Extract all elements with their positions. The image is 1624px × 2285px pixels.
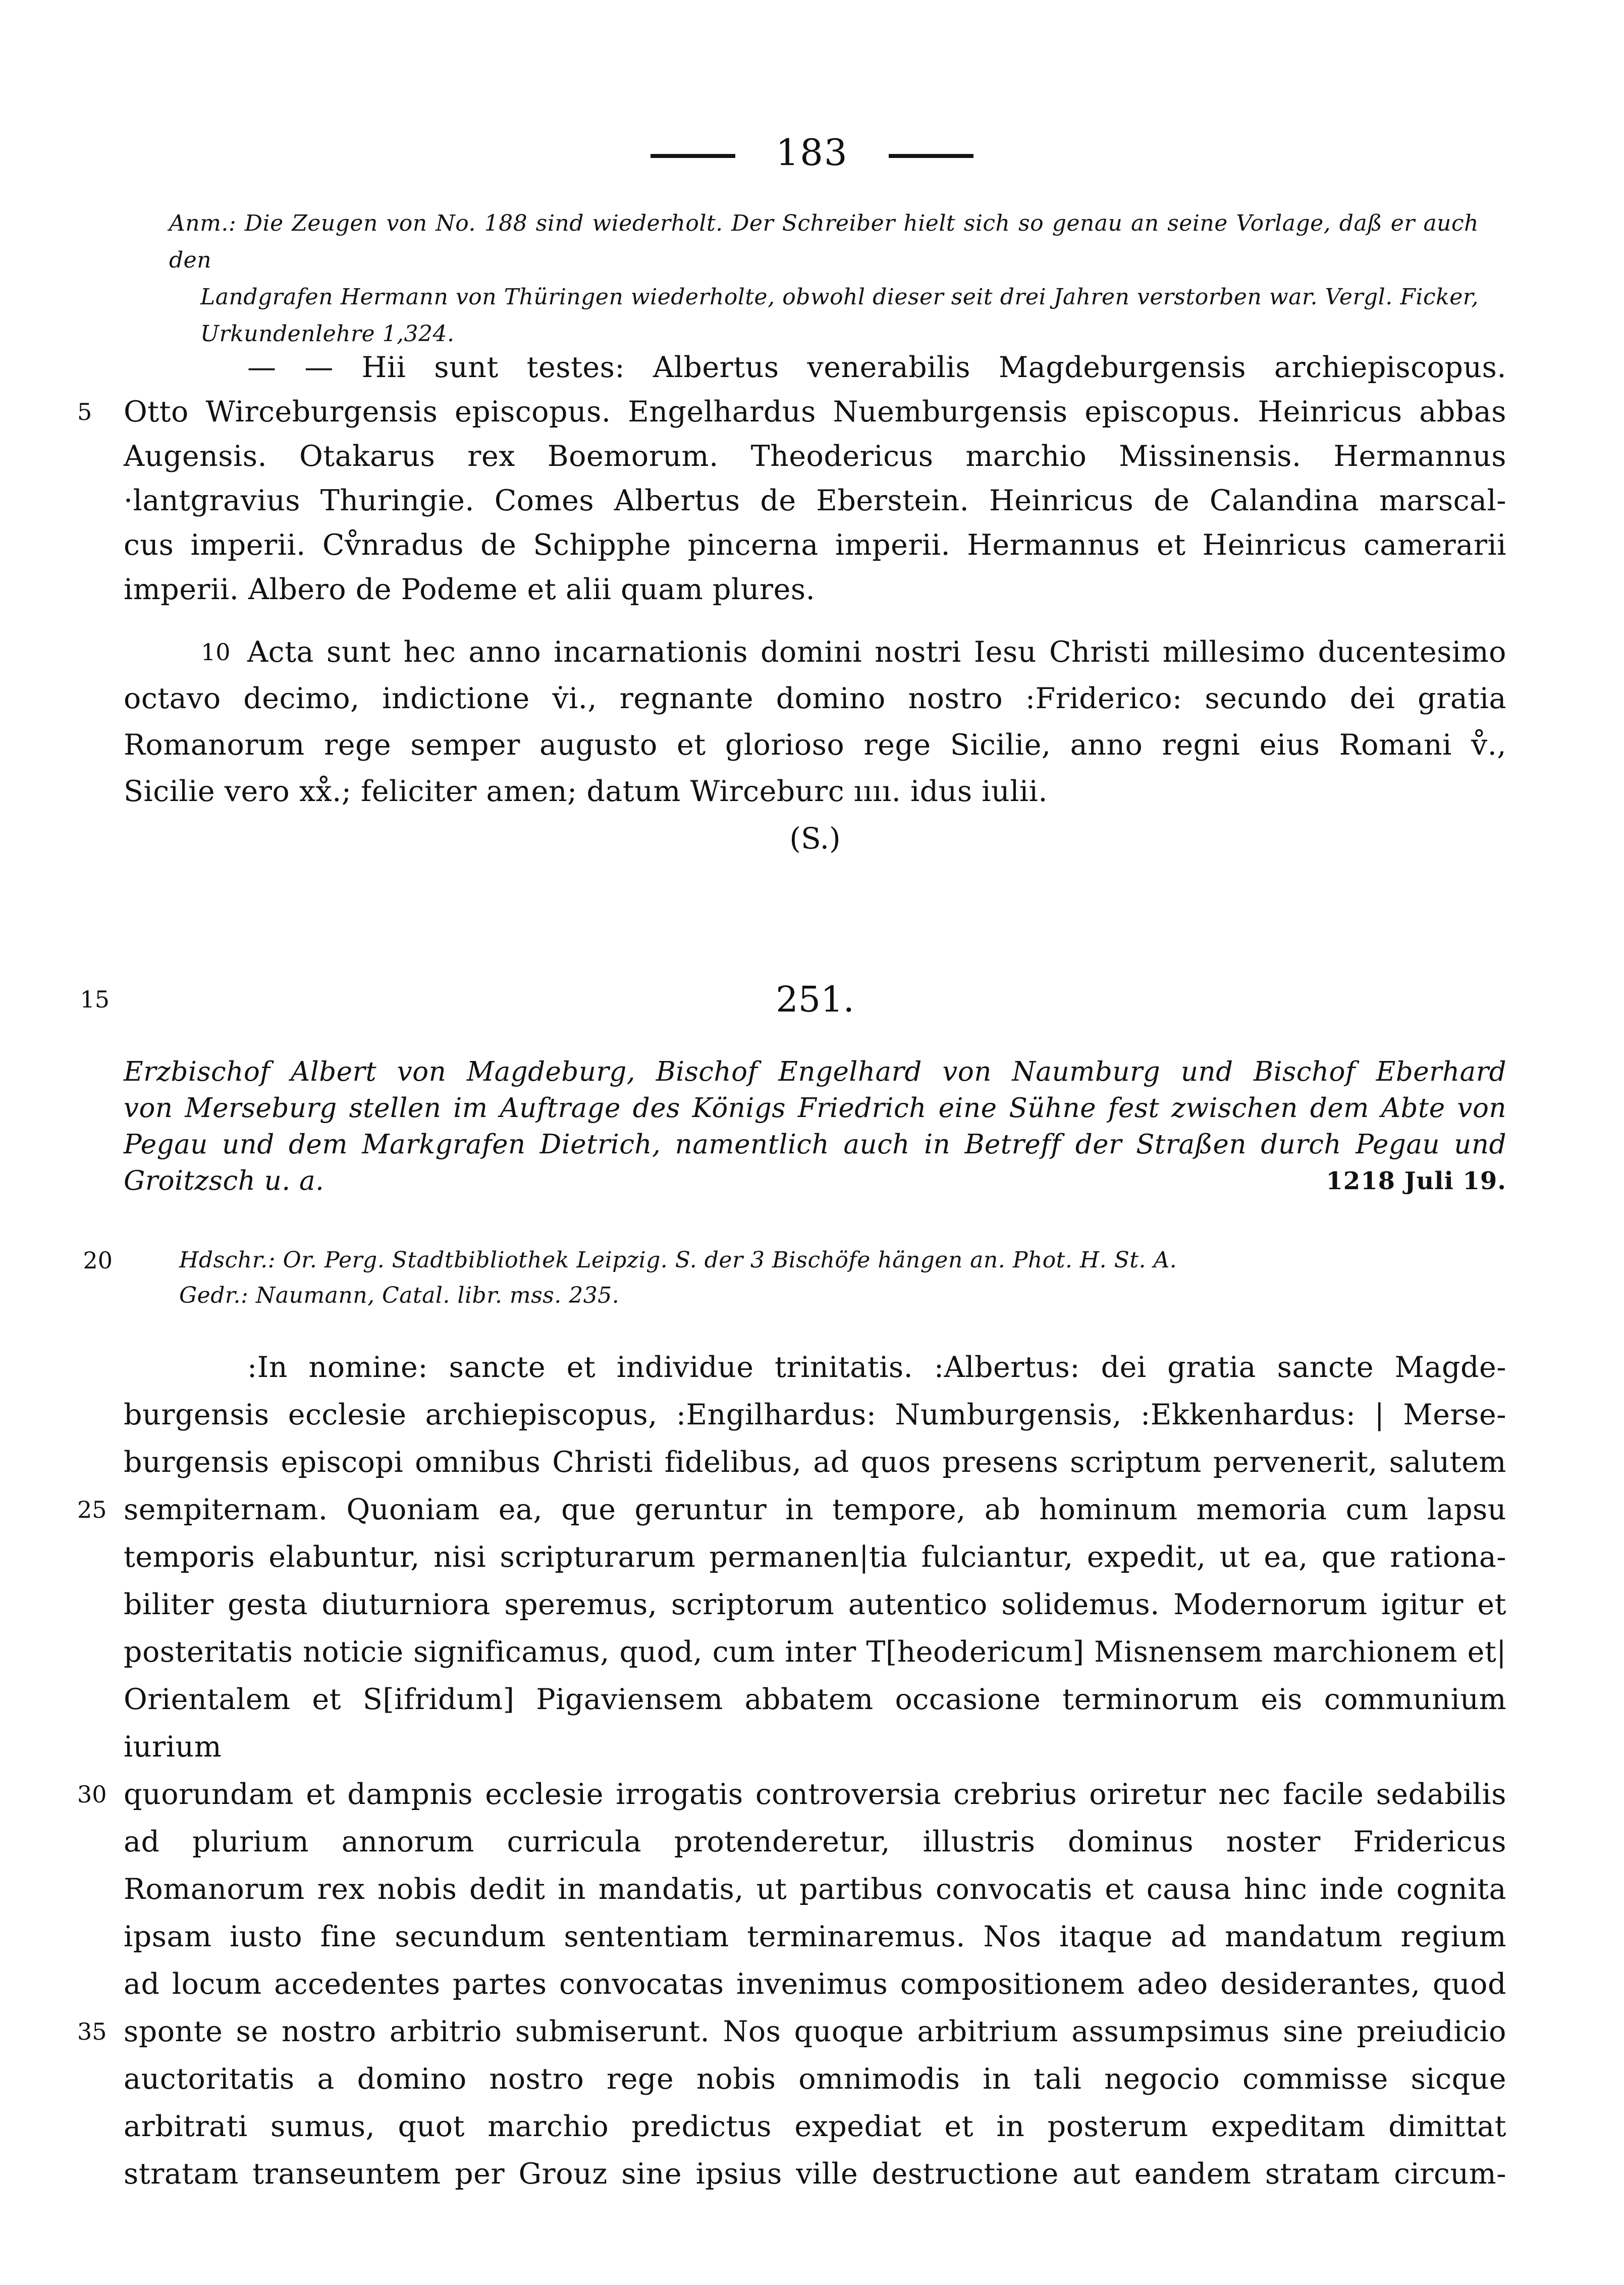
text-line — [124, 1127, 1506, 1163]
text-line — [124, 1439, 1506, 1486]
line-text: auctoritatis a domino nostro rege nobis omnimodis in tali negocio commisse sicque — [124, 2062, 1506, 2096]
line-text: stratam transeuntem per Grouz sine ipsius ville destructione aut eandem stratam circum- — [124, 2157, 1506, 2191]
line-text: ·lantgravius Thuringie. Comes Albertus de Eberstein. Heinricus de Calandina marscal- — [124, 484, 1506, 517]
text-line — [124, 1913, 1506, 1960]
line-text: Hdschr.: Or. Perg. Stadtbibliothek Leipzig. S. der 3 Bischöfe hängen an. Phot. H. St. A. — [179, 1247, 1177, 1273]
margin-line-number: 20 — [83, 1247, 113, 1274]
editorial-note — [169, 205, 1479, 352]
text-line — [124, 1391, 1506, 1439]
line-text: Erzbischof Albert von Magdeburg, Bischof Engelhard von Naumburg und Bischof Eberhard — [124, 1056, 1506, 1087]
datum-paragraph — [124, 629, 1506, 815]
line-text: Groitzsch u. a. — [124, 1165, 324, 1196]
line-text: Gedr.: Naumann, Catal. libr. mss. 235. — [179, 1283, 620, 1308]
margin-line-number: 10 — [201, 639, 231, 666]
entry-date: 1218 Juli 19. — [1326, 1167, 1506, 1195]
text-line — [124, 768, 1506, 815]
text-line — [124, 2150, 1506, 2198]
margin-line-number: 15 — [80, 986, 110, 1013]
line-text: sponte se nostro arbitrio submiserunt. Nos quoque arbitrium assumpsimus sine preiudicio — [124, 2015, 1506, 2048]
text-line — [124, 1054, 1506, 1090]
line-text: Urkundenlehre 1,324. — [200, 321, 455, 347]
text-line — [124, 567, 1506, 612]
text-line — [83, 1243, 1416, 1278]
margin-line-number: 5 — [77, 398, 92, 426]
text-line — [124, 1090, 1506, 1127]
text-line — [124, 1676, 1506, 1771]
text-line — [124, 2055, 1506, 2103]
text-line — [124, 1344, 1506, 1391]
text-line — [124, 1163, 1506, 1199]
seal-mark: (S.) — [789, 821, 841, 856]
text-line — [124, 1818, 1506, 1866]
source-references — [83, 1243, 1416, 1313]
text-line — [124, 722, 1506, 768]
text-line — [77, 390, 1506, 434]
line-text: Anm.: Die Zeugen von No. 188 sind wiederholt. Der Schreiber hielt sich so genau an seine Vorlage, daß er auch den — [169, 210, 1479, 273]
regest-summary — [124, 1054, 1506, 1199]
line-text: burgensis episcopi omnibus Christi fidelibus, ad quos presens scriptum pervenerit, salutem — [124, 1446, 1506, 1479]
line-text: temporis elabuntur, nisi scripturarum permanen|tia fulciantur, expedit, ut ea, que rationa- — [124, 1540, 1506, 1574]
text-line — [124, 675, 1506, 722]
header-rule-right — [889, 154, 973, 158]
line-text: Orientalem et S[ifridum] Pigaviensem abbatem occasione terminorum eis communium iurium — [124, 1683, 1506, 1764]
running-head — [0, 127, 1624, 178]
line-text: Augensis. Otakarus rex Boemorum. Theodericus marchio Missinensis. Hermannus — [124, 440, 1506, 473]
margin-line-number: 25 — [77, 1496, 107, 1523]
text-line — [169, 205, 1479, 279]
line-text: ipsam iusto fine secundum sententiam terminaremus. Nos itaque ad mandatum regium — [124, 1920, 1506, 1953]
text-line — [124, 1581, 1506, 1628]
line-text: quorundam et dampnis ecclesie irrogatis controversia crebrius oriretur nec facile sedabilis — [124, 1778, 1506, 1811]
line-text: Otto Wirceburgensis episcopus. Engelhardus Nuemburgensis episcopus. Heinricus abbas — [124, 395, 1506, 429]
line-text: ad plurium annorum curricula protenderetur, illustris dominus noster Fridericus — [124, 1825, 1506, 1858]
line-text: Romanorum rex nobis dedit in mandatis, ut partibus convocatis et causa hinc inde cognita — [124, 1873, 1506, 1906]
line-text: von Merseburg stellen im Auftrage des Königs Friedrich eine Sühne fest zwischen dem Abte von — [124, 1093, 1506, 1124]
line-text: Pegau und dem Markgrafen Dietrich, namentlich auch in Betreff der Straßen durch Pegau und — [124, 1129, 1506, 1160]
text-line — [124, 479, 1506, 523]
header-rule-left — [651, 154, 735, 158]
line-text: Acta sunt hec anno incarnationis domini nostri Iesu Christi millesimo ducentesimo — [247, 635, 1506, 669]
line-text: ad locum accedentes partes convocatas invenimus compositionem adeo desiderantes, quod — [124, 1968, 1506, 2001]
line-text: — — Hii sunt testes: Albertus venerabilis Magdeburgensis archiepiscopus. — [247, 351, 1506, 384]
text-line — [124, 523, 1506, 567]
line-text: arbitrati sumus, quot marchio predictus expediat et in posterum expeditam dimittat — [124, 2110, 1506, 2143]
line-text: posteritatis noticie significamus, quod, cum inter T[heodericum] Misnensem marchionem et| — [124, 1635, 1506, 1669]
margin-line-number: 35 — [77, 2018, 107, 2045]
line-text: cus imperii. Cv̊nradus de Schipphe pincerna imperii. Hermannus et Heinricus camerarii — [124, 528, 1506, 562]
margin-line-number: 30 — [77, 1781, 107, 1808]
line-text: Landgrafen Hermann von Thüringen wiederholte, obwohl dieser seit drei Jahren verstorben war. Vergl. Ficker, — [200, 284, 1479, 310]
line-text: biliter gesta diuturniora speremus, scriptorum autentico solidemus. Modernorum igitur et — [124, 1588, 1506, 1621]
line-text: Romanorum rege semper augusto et glorioso rege Sicilie, anno regni eius Romani v̊., — [124, 728, 1506, 762]
text-line — [124, 629, 1506, 675]
text-line — [77, 1771, 1506, 1818]
text-line — [77, 2008, 1506, 2055]
text-line — [124, 345, 1506, 390]
line-text: :In nomine: sancte et individue trinitatis. :Albertus: dei gratia sancte Magde- — [247, 1351, 1506, 1384]
witness-paragraph — [77, 345, 1506, 612]
text-line — [124, 2103, 1506, 2150]
line-text: Sicilie vero xx̊.; feliciter amen; datum Wirceburc ıııı. idus iulii. — [124, 775, 1048, 808]
text-line — [124, 434, 1506, 479]
line-text: burgensis ecclesie archiepiscopus, :Engilhardus: Numburgensis, :Ekkenhardus: | Merse- — [124, 1398, 1506, 1431]
text-line — [179, 1278, 1416, 1313]
line-text: octavo decimo, indictione v̇i., regnante domino nostro :Friderico: secundo dei gratia — [124, 682, 1506, 715]
text-line — [124, 1960, 1506, 2008]
page-number: 183 — [776, 131, 848, 174]
charter-text — [77, 1344, 1506, 2198]
text-line — [124, 1628, 1506, 1676]
text-line — [124, 1533, 1506, 1581]
text-line — [124, 1866, 1506, 1913]
entry-heading — [80, 974, 1506, 1025]
line-text: sempiternam. Quoniam ea, que geruntur in tempore, ab hominum memoria cum lapsu — [124, 1493, 1506, 1526]
entry-number: 251. — [776, 979, 854, 1020]
text-line — [77, 1486, 1506, 1533]
text-line — [200, 279, 1479, 315]
line-text: imperii. Albero de Podeme et alii quam plures. — [124, 573, 816, 606]
